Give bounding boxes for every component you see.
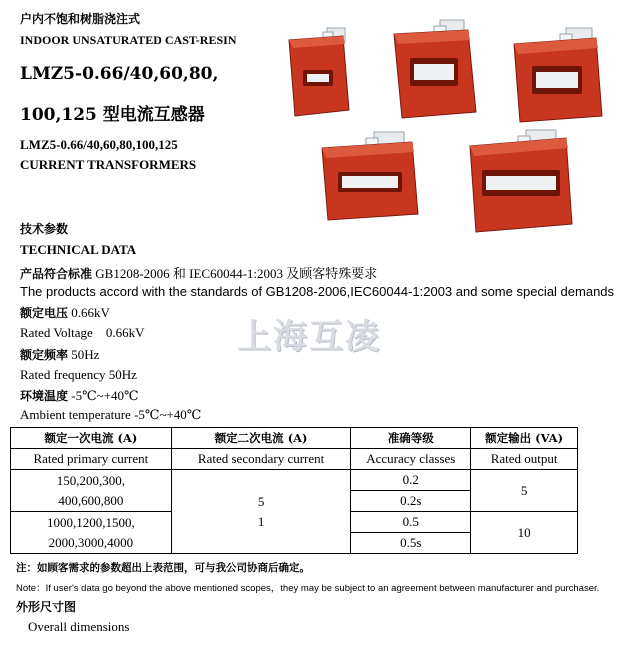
product-type-en: CURRENT TRANSFORMERS bbox=[20, 157, 197, 172]
tech-title-cn: 技术参数 bbox=[20, 222, 69, 236]
standard-en: The products accord with the standards of GB1208-2006,IEC60044-1:2003 and some special demands bbox=[20, 284, 615, 299]
header-primary-cn: 额定一次电流 (A) bbox=[11, 428, 172, 449]
header-primary-en: Rated primary current bbox=[11, 449, 172, 470]
subtitle-cn: 户内不饱和树脂浇注式 bbox=[20, 12, 141, 26]
dimensions-title-en: Overall dimensions bbox=[28, 619, 130, 634]
secondary-current-b: 1 bbox=[257, 513, 265, 529]
temperature-label: 环境温度 bbox=[20, 389, 69, 403]
accuracy-0-2: 0.2 bbox=[351, 470, 471, 491]
frequency-value: 50Hz bbox=[71, 347, 100, 362]
primary-current-1b: 400,600,800 bbox=[58, 492, 124, 508]
subtitle-en: INDOOR UNSATURATED CAST-RESIN bbox=[20, 33, 237, 47]
note-cn: 注：如顾客需求的参数超出上表范围，可与我公司协商后确定。 bbox=[16, 562, 310, 574]
tech-title-en: TECHNICAL DATA bbox=[20, 242, 137, 257]
secondary-current-a: 5 bbox=[257, 493, 265, 509]
standard-row bbox=[20, 263, 377, 282]
header-output-cn: 额定输出 (VA) bbox=[471, 428, 578, 449]
voltage-row bbox=[20, 304, 110, 321]
output-5: 5 bbox=[471, 470, 578, 512]
transformer-image-large bbox=[320, 130, 420, 222]
voltage-label: 额定电压 bbox=[20, 306, 69, 320]
header-accuracy-cn: 准确等级 bbox=[351, 428, 471, 449]
header-accuracy-en: Accuracy classes bbox=[351, 449, 471, 470]
transformer-image-medium-2 bbox=[510, 26, 606, 124]
temperature-row bbox=[20, 387, 139, 404]
dimensions-title-cn: 外形尺寸图 bbox=[16, 600, 77, 614]
watermark-logo: 上海互凌 bbox=[237, 317, 381, 357]
primary-current-cell-2 bbox=[11, 512, 172, 554]
output-10: 10 bbox=[471, 512, 578, 554]
accuracy-0-5: 0.5 bbox=[351, 512, 471, 533]
header-output-en: Rated output bbox=[471, 449, 578, 470]
frequency-row bbox=[20, 346, 99, 363]
secondary-current-cell bbox=[171, 470, 351, 554]
spec-table bbox=[10, 427, 578, 554]
temperature-value: -5℃~+40℃ bbox=[71, 388, 139, 403]
transformer-image-small bbox=[285, 26, 353, 118]
model-title-en: LMZ5-0.66/40,60,80,100,125 bbox=[20, 137, 178, 152]
frequency-label: 额定频率 bbox=[20, 348, 69, 362]
accuracy-0-5s: 0.5s bbox=[351, 533, 471, 554]
table-header-row-en bbox=[11, 449, 578, 470]
model-title-line1: LMZ5-0.66/40,60,80, bbox=[20, 64, 219, 84]
table-row bbox=[11, 470, 578, 491]
primary-current-2b: 2000,3000,4000 bbox=[48, 534, 134, 550]
transformer-image-xlarge bbox=[468, 128, 576, 234]
accuracy-0-2s: 0.2s bbox=[351, 491, 471, 512]
note-en: Note：If user's data go beyond the above mentioned scopes，they may be subject to an agreement between manufacturer and purchaser. bbox=[16, 583, 600, 594]
header-secondary-en: Rated secondary current bbox=[171, 449, 351, 470]
voltage-value: 0.66kV bbox=[71, 305, 110, 320]
header-secondary-cn: 额定二次电流 (A) bbox=[171, 428, 351, 449]
primary-current-cell-1 bbox=[11, 470, 172, 512]
standard-value: GB1208-2006 和 IEC60044-1:2003 及顾客特殊要求 bbox=[95, 266, 378, 281]
frequency-en: Rated frequency 50Hz bbox=[20, 367, 137, 382]
voltage-en: Rated Voltage 0.66kV bbox=[20, 325, 145, 340]
temperature-en: Ambient temperature -5℃~+40℃ bbox=[20, 407, 202, 422]
model-title-line2: 100,125 型电流互感器 bbox=[20, 105, 205, 125]
primary-current-2a: 1000,1200,1500, bbox=[47, 514, 135, 530]
table-header-row-cn bbox=[11, 428, 578, 449]
standard-label: 产品符合标准 bbox=[20, 267, 93, 281]
primary-current-1a: 150,200,300, bbox=[56, 472, 126, 488]
transformer-image-medium bbox=[390, 18, 482, 120]
